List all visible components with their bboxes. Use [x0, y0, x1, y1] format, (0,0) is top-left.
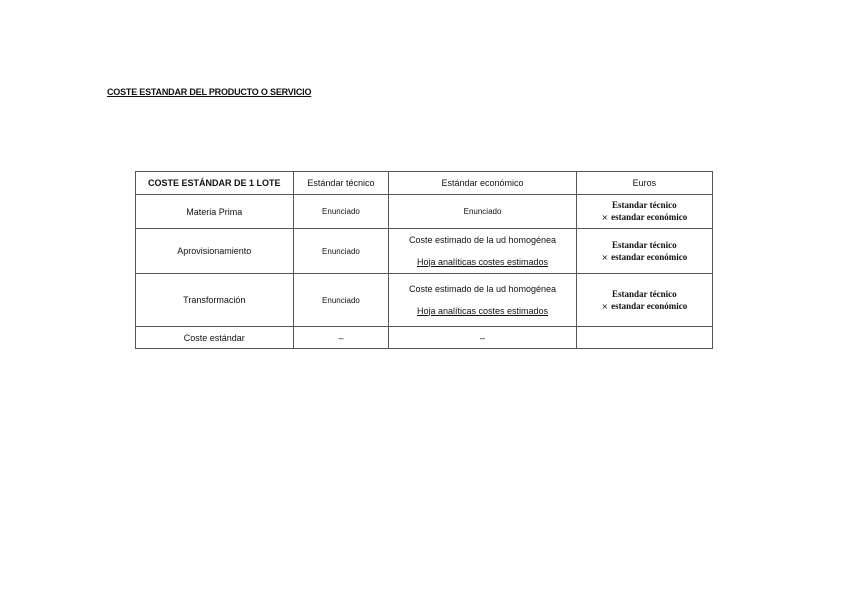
table-row-coste-estandar — [136, 327, 713, 349]
table-row-aprovisionamiento — [136, 229, 713, 274]
cell-economico — [389, 274, 576, 327]
multiply-icon: × — [601, 213, 609, 222]
euros-line-economico: × estandar económico — [601, 212, 688, 222]
table-row-transformacion — [136, 274, 713, 327]
economico-note: Coste estimado de la ud homogénea — [408, 283, 557, 294]
cell-tecnico: Enunciado — [293, 274, 389, 327]
cell-tecnico: Enunciado — [293, 229, 389, 274]
euros-line-tecnico: Estandar técnico — [612, 239, 677, 250]
cell-euros — [576, 229, 712, 274]
cell-euros — [576, 327, 712, 349]
header-lote: COSTE ESTÁNDAR DE 1 LOTE — [136, 172, 294, 195]
header-estandar-economico: Estándar económico — [389, 172, 576, 195]
euros-line-tecnico: Estandar técnico — [612, 288, 677, 299]
euros-line-economico: × estandar económico — [601, 300, 688, 311]
economico-note: Coste estimado de la ud homogénea — [408, 234, 557, 245]
cell-economico: Enunciado — [389, 195, 576, 229]
cell-tecnico: Enunciado — [293, 195, 389, 229]
document-title: COSTE ESTANDAR DEL PRODUCTO O SERVICIO — [107, 87, 312, 97]
cell-euros — [576, 195, 712, 229]
hoja-analiticas-link[interactable]: Hoja analíticas costes estimados — [416, 305, 549, 316]
header-estandar-tecnico: Estándar técnico — [293, 172, 389, 195]
cell-concept: Coste estándar — [136, 327, 294, 349]
cell-economico — [389, 229, 576, 274]
table-header-row — [136, 172, 713, 195]
header-euros: Euros — [576, 172, 712, 195]
cell-economico: – — [389, 327, 576, 349]
cell-concept: Transformación — [136, 274, 294, 327]
standard-cost-table — [135, 171, 713, 349]
cell-tecnico: – — [293, 327, 389, 349]
multiply-icon: × — [601, 252, 609, 262]
table-row-materia-prima — [136, 195, 713, 229]
cell-concept: Materia Prima — [136, 195, 294, 229]
euros-line-tecnico: Estandar técnico — [612, 200, 677, 210]
multiply-icon: × — [601, 301, 609, 311]
euros-line-economico: × estandar económico — [601, 251, 688, 262]
hoja-analiticas-link[interactable]: Hoja analíticas costes estimados — [416, 256, 549, 267]
cell-euros — [576, 274, 712, 327]
cell-concept: Aprovisionamiento — [136, 229, 294, 274]
